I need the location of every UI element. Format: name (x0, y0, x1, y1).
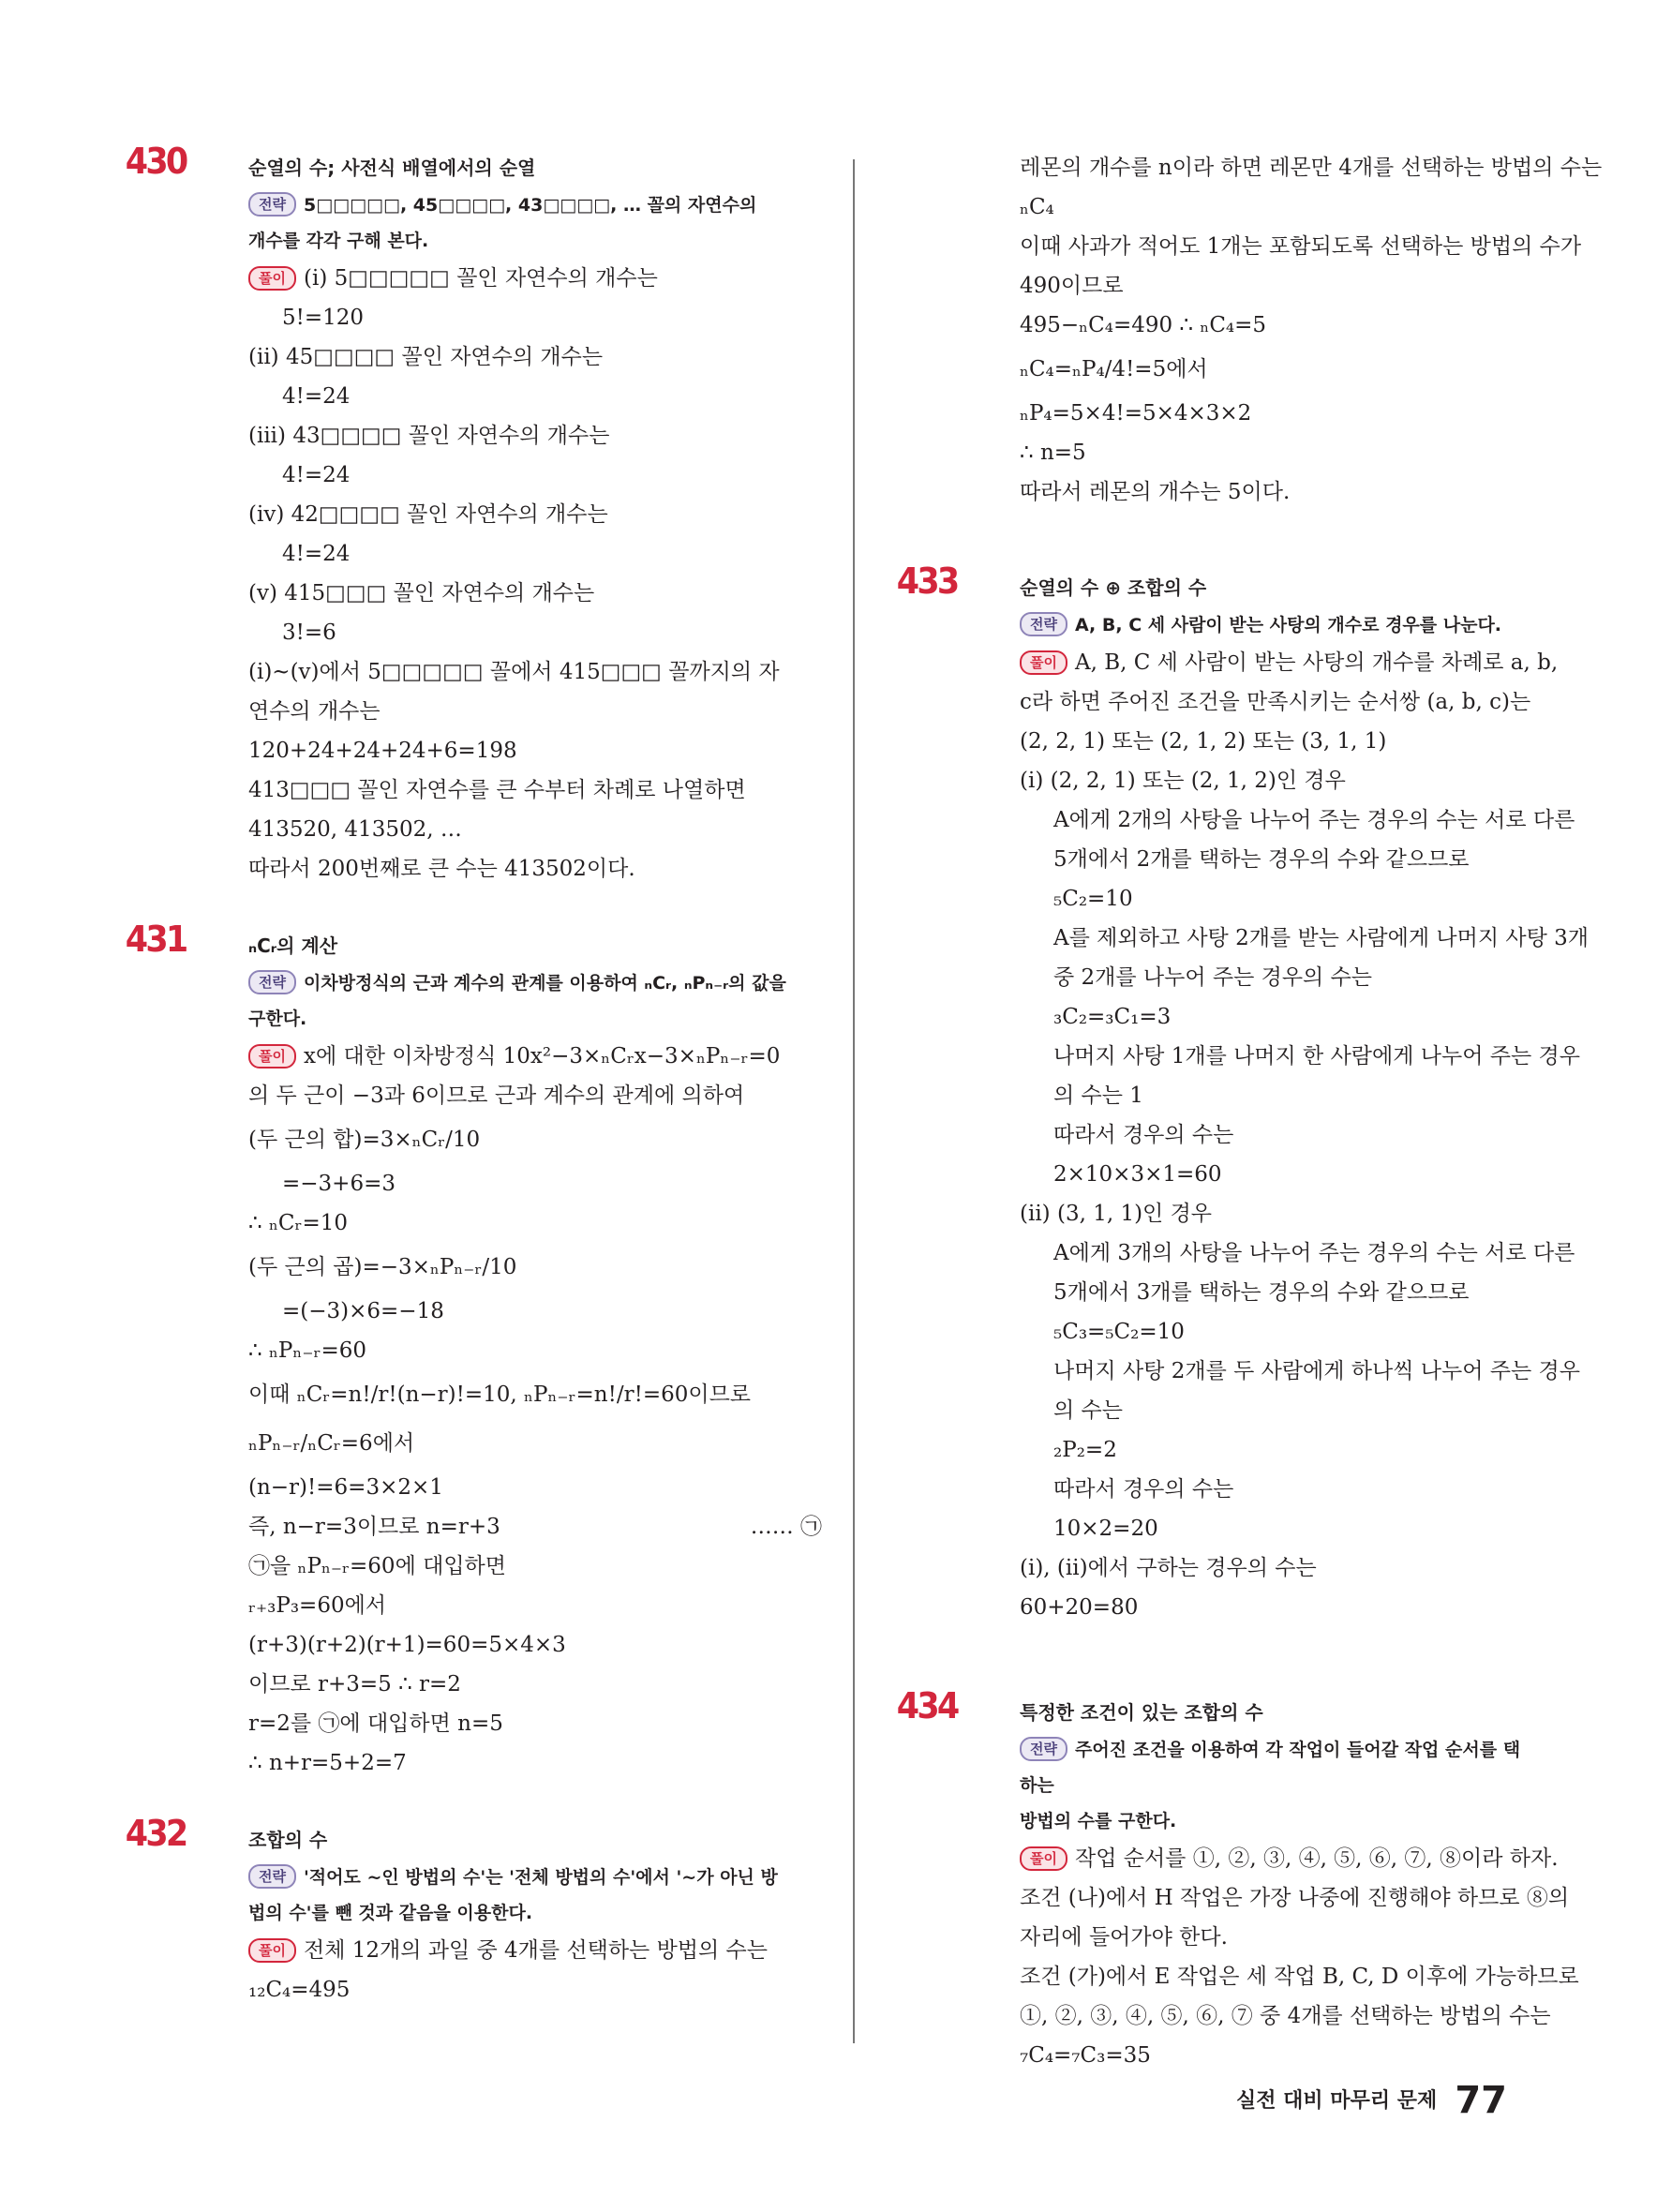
solution-text: ₙP₄=5×4!=5×4×3×2 (1020, 401, 1252, 426)
problem-title: 순열의 수; 사전식 배열에서의 순열 (248, 157, 536, 179)
solution-line (1020, 1839, 1559, 1878)
solution-text: =−3+6=3 (282, 1172, 396, 1196)
solution-line (248, 1331, 822, 1370)
solution-line (248, 1370, 822, 1419)
strategy-badge: 전략 (1020, 612, 1067, 636)
problem-block (125, 1813, 822, 2010)
solution-line (1020, 643, 1559, 682)
solution-text: (i)~(v)에서 5□□□□□ 꼴에서 415□□□ 꼴까지의 자 (248, 660, 780, 684)
solution-text: 10×2=20 (1053, 1517, 1158, 1541)
strategy-line (1020, 1803, 1537, 1839)
problem-title: ₙCᵣ의 계산 (248, 934, 338, 957)
solution-line (248, 692, 822, 731)
solution-text: ₃C₂=₃C₁=3 (1053, 1005, 1172, 1029)
solution-line (1020, 187, 1537, 227)
solution-text: ∴ ₙPₙ₋ᵣ=60 (248, 1338, 366, 1363)
solution-text: 413520, 413502, … (248, 817, 462, 842)
solution-text: ₁₂C₄=495 (248, 1978, 351, 2002)
solution-text: 의 두 근이 −3과 6이므로 근과 계수의 관계에 의하여 (248, 1084, 745, 1108)
problem-block (125, 141, 822, 889)
strategy-text: 주어진 조건을 이용하여 각 작업이 들어갈 작업 순서를 택하는 (1020, 1740, 1521, 1796)
solution-line (282, 613, 822, 652)
solution-text: ₅C₂=10 (1053, 887, 1133, 911)
solution-text: 즉, n−r=3이므로 n=r+3 (248, 1515, 500, 1539)
solution-line (248, 416, 822, 456)
solution-text: 120+24+24+24+6=198 (248, 739, 517, 763)
solution-line (1053, 1470, 1537, 1509)
solution-line (1020, 1588, 1537, 1627)
solution-line (248, 1931, 822, 1970)
solution-text: 413□□□ 꼴인 자연수를 큰 수부터 차례로 나열하면 (248, 778, 746, 802)
solution-line (1020, 394, 1537, 433)
solution-line (248, 731, 822, 770)
problem-number: 431 (125, 919, 187, 960)
solution-text: 연수의 개수는 (248, 699, 381, 724)
solution-text: (v) 415□□□ 꼴인 자연수의 개수는 (248, 581, 595, 605)
solution-text: A에게 2개의 사탕을 나누어 주는 경우의 수는 서로 다른 (1053, 808, 1575, 832)
page-number: 77 (1455, 2079, 1507, 2122)
solution-line (282, 377, 822, 416)
solution-line (1053, 800, 1575, 840)
solution-line (248, 652, 822, 692)
solution-line (248, 1115, 822, 1164)
solution-line (1053, 879, 1537, 919)
solution-text: 나머지 사탕 1개를 나머지 한 사람에게 나누어 주는 경우 (1053, 1044, 1580, 1069)
strategy-line (248, 1001, 822, 1037)
solution-text: (r+3)(r+2)(r+1)=60=5×4×3 (248, 1633, 566, 1657)
column-divider (853, 159, 855, 2043)
footer-title: 실전 대비 마무리 문제 (1235, 2089, 1438, 2113)
solution-line (248, 337, 822, 377)
solution-line (1020, 227, 1582, 266)
strategy-badge: 전략 (248, 192, 296, 217)
solution-text: 5개에서 2개를 택하는 경우의 수와 같으므로 (1053, 847, 1470, 872)
solution-line (1053, 919, 1589, 958)
solution-line (1020, 1957, 1579, 1996)
solution-text: 중 2개를 나누어 주는 경우의 수는 (1053, 965, 1373, 990)
solution-text: =(−3)×6=−18 (282, 1299, 444, 1323)
solution-line (1020, 345, 1537, 394)
solution-text: (ii) 45□□□□ 꼴인 자연수의 개수는 (248, 345, 604, 369)
strategy-text: 구한다. (248, 1009, 307, 1029)
solution-text: (n−r)!=6=3×2×1 (248, 1475, 443, 1500)
solution-text: (ii) (3, 1, 1)인 경우 (1020, 1202, 1213, 1226)
solution-line (282, 534, 822, 574)
strategy-badge: 전략 (1020, 1737, 1067, 1761)
strategy-badge: 전략 (248, 970, 296, 994)
solution-text: x에 대한 이차방정식 10x²−3×ₙCᵣx−3×ₙPₙ₋ᵣ=0 (303, 1044, 781, 1069)
solution-text: 따라서 경우의 수는 (1053, 1123, 1234, 1147)
solution-line (248, 1037, 822, 1076)
solution-text: (iv) 42□□□□ 꼴인 자연수의 개수는 (248, 502, 608, 527)
problem-title: 특정한 조건이 있는 조합의 수 (1020, 1701, 1263, 1724)
solution-text: 따라서 200번째로 큰 수는 413502이다. (248, 857, 635, 881)
solution-text: ∴ n=5 (1020, 441, 1086, 465)
solution-text: (i) 5□□□□□ 꼴인 자연수의 개수는 (303, 266, 658, 291)
strategy-line (1020, 607, 1537, 643)
solution-text: 4!=24 (282, 542, 351, 566)
solution-text: (두 근의 합)=3×ₙCᵣ/10 (248, 1128, 481, 1152)
solution-line (1020, 306, 1537, 345)
solution-line (248, 1665, 822, 1704)
solution-line (1020, 1548, 1537, 1588)
solution-line (248, 1243, 822, 1292)
solution-line (248, 1704, 822, 1743)
solution-line (248, 1203, 822, 1243)
solution-text: ₙPₙ₋ᵣ/ₙCᵣ=6에서 (248, 1431, 415, 1456)
solution-line (248, 1625, 822, 1665)
solution-text: (iii) 43□□□□ 꼴인 자연수의 개수는 (248, 424, 610, 448)
solution-line (1020, 1918, 1537, 1957)
solution-text: ₂P₂=2 (1053, 1438, 1117, 1462)
solution-text: 495−ₙC₄=490 ∴ ₙC₄=5 (1020, 313, 1267, 337)
problem-block (956, 148, 1603, 512)
solution-line (1053, 1312, 1537, 1352)
solution-line (248, 495, 822, 534)
solution-text: ∴ n+r=5+2=7 (248, 1751, 407, 1775)
solution-line (282, 298, 822, 337)
solution-text: (두 근의 곱)=−3×ₙPₙ₋ᵣ/10 (248, 1255, 517, 1279)
solution-line (1020, 148, 1603, 187)
solution-line (1020, 2036, 1537, 2075)
solution-text: 의 수는 (1053, 1398, 1123, 1423)
solution-text: ₅C₃=₅C₂=10 (1053, 1320, 1185, 1344)
solution-line (1020, 266, 1537, 306)
solution-text: ᵣ₊₃P₃=60에서 (248, 1593, 387, 1618)
solution-line (248, 1507, 822, 1547)
strategy-line (248, 965, 822, 1001)
page-footer (1236, 2079, 1507, 2122)
solution-line (248, 1586, 822, 1625)
solution-line (1020, 761, 1537, 800)
strategy-text: A, B, C 세 사람이 받는 사탕의 개수로 경우를 나눈다. (1074, 615, 1502, 635)
solution-line (248, 1970, 822, 2010)
solution-text: 조건 (가)에서 E 작업은 세 작업 B, C, D 이후에 가능하므로 (1020, 1965, 1579, 1989)
right-column (896, 148, 1603, 2116)
solution-text: A, B, C 세 사람이 받는 사탕의 개수를 차례로 a, b, (1074, 650, 1559, 675)
solution-line (248, 1547, 822, 1586)
solution-text: 3!=6 (282, 620, 336, 645)
solution-text: ₙC₄=ₙP₄/4!=5에서 (1020, 357, 1208, 381)
problem-block (896, 1685, 1579, 2075)
solution-line (282, 1292, 822, 1331)
solution-line (248, 849, 822, 889)
solution-line (282, 456, 822, 495)
solution-text: 의 수는 1 (1053, 1084, 1143, 1108)
problem-number: 434 (896, 1685, 958, 1726)
solution-line (1053, 1076, 1537, 1115)
solution-line (1053, 958, 1537, 997)
solution-text: 490이므로 (1020, 274, 1124, 298)
solution-text: 5!=120 (282, 306, 365, 330)
strategy-line (1020, 1732, 1537, 1803)
solution-text: 작업 순서를 ①, ②, ③, ④, ⑤, ⑥, ⑦, ⑧이라 하자. (1074, 1846, 1559, 1871)
solution-line (282, 1164, 822, 1203)
strategy-badge: 전략 (248, 1864, 296, 1889)
solution-text: 레몬의 개수를 n이라 하면 레몬만 4개를 선택하는 방법의 수는 (1020, 156, 1603, 180)
solution-line (248, 1419, 822, 1468)
solution-text: ①, ②, ③, ④, ⑤, ⑥, ⑦ 중 4개를 선택하는 방법의 수는 (1020, 2004, 1551, 2028)
strategy-text: 개수를 각각 구해 본다. (248, 231, 429, 251)
solution-text: (i) (2, 2, 1) 또는 (2, 1, 2)인 경우 (1020, 769, 1346, 793)
solution-line (1053, 1430, 1537, 1470)
strategy-line (248, 1860, 822, 1895)
solution-line (248, 770, 822, 810)
solution-text: 이때 ₙCᵣ=n!/r!(n−r)!=10, ₙPₙ₋ᵣ=n!/r!=60이므로 (248, 1382, 752, 1407)
solution-text: (2, 2, 1) 또는 (2, 1, 2) 또는 (3, 1, 1) (1020, 729, 1387, 754)
solution-line (1053, 840, 1537, 879)
solution-line (1020, 722, 1537, 761)
solution-text: 조건 (나)에서 H 작업은 가장 나중에 진행해야 하므로 ⑧의 (1020, 1886, 1570, 1910)
problem-title: 순열의 수 ⊕ 조합의 수 (1020, 576, 1207, 599)
solution-line (248, 1743, 822, 1783)
problem-number: 430 (125, 141, 187, 182)
solution-line (1020, 1194, 1537, 1233)
solution-badge: 풀이 (248, 266, 296, 291)
strategy-text: 법의 수'를 뺀 것과 같음을 이용한다. (248, 1903, 533, 1923)
solution-badge: 풀이 (1020, 1846, 1067, 1871)
solution-text: 이므로 r+3=5 ∴ r=2 (248, 1672, 461, 1696)
solution-badge: 풀이 (248, 1044, 296, 1069)
solution-line (1020, 1878, 1570, 1918)
solution-text: 4!=24 (282, 384, 351, 409)
solution-badge: 풀이 (1020, 650, 1067, 675)
problem-number: 433 (896, 560, 958, 602)
solution-text: 따라서 경우의 수는 (1053, 1477, 1234, 1502)
solution-text: 4!=24 (282, 463, 351, 487)
problem-number: 432 (125, 1813, 187, 1854)
solution-text: ₇C₄=₇C₃=35 (1020, 2043, 1151, 2068)
strategy-text: '적어도 ~인 방법의 수'는 '전체 방법의 수'에서 '~가 아닌 방 (303, 1867, 778, 1888)
strategy-text: 이차방정식의 근과 계수의 관계를 이용하여 ₙCᵣ, ₙPₙ₋ᵣ의 값을 (303, 973, 786, 994)
solution-text: 60+20=80 (1020, 1595, 1139, 1620)
solution-line (248, 574, 822, 613)
solution-text: 따라서 레몬의 개수는 5이다. (1020, 480, 1291, 504)
solution-text: 5개에서 3개를 택하는 경우의 수와 같으므로 (1053, 1280, 1470, 1305)
solution-line (1053, 1509, 1537, 1548)
solution-text: r=2를 ㉠에 대입하면 n=5 (248, 1711, 503, 1736)
solution-text: ㉠을 ₙPₙ₋ᵣ=60에 대입하면 (248, 1554, 506, 1578)
solution-line (1020, 1996, 1551, 2036)
problem-title: 조합의 수 (248, 1829, 328, 1851)
solution-line (1053, 1037, 1580, 1076)
solution-line (1053, 1391, 1537, 1430)
strategy-line (248, 1895, 822, 1931)
solution-text: ₙC₄ (1020, 195, 1054, 219)
solution-text: 자리에 들어가야 한다. (1020, 1925, 1228, 1950)
problem-block (125, 919, 822, 1783)
strategy-text: 방법의 수를 구한다. (1020, 1811, 1177, 1831)
solution-line (1020, 472, 1537, 512)
solution-text: (i), (ii)에서 구하는 경우의 수는 (1020, 1556, 1317, 1580)
solution-line (248, 810, 822, 849)
solution-line (1053, 997, 1537, 1037)
solution-line (1053, 1233, 1575, 1273)
solution-text: ∴ ₙCᵣ=10 (248, 1211, 349, 1235)
solution-line (248, 1076, 822, 1115)
strategy-line (248, 187, 822, 223)
problem-block (896, 560, 1589, 1627)
solution-line (1053, 1273, 1537, 1312)
solution-line (248, 259, 822, 298)
solution-text: A를 제외하고 사탕 2개를 받는 사람에게 나머지 사탕 3개 (1053, 926, 1589, 950)
solution-line (1020, 682, 1537, 722)
solution-line (1053, 1352, 1580, 1391)
solution-text: c라 하면 주어진 조건을 만족시키는 순서쌍 (a, b, c)는 (1020, 690, 1531, 714)
solution-text: 2×10×3×1=60 (1053, 1162, 1222, 1187)
solution-line (1053, 1115, 1537, 1155)
strategy-text: 5□□□□□, 45□□□□, 43□□□□, … 꼴의 자연수의 (303, 195, 757, 216)
solution-text: 이때 사과가 적어도 1개는 포함되도록 선택하는 방법의 수가 (1020, 234, 1582, 259)
solution-line (248, 1468, 822, 1507)
equation-marker: …… ㉠ (750, 1515, 822, 1539)
solution-line (1020, 433, 1537, 472)
solution-text: 나머지 사탕 2개를 두 사람에게 하나씩 나누어 주는 경우 (1053, 1359, 1580, 1383)
solution-text: 전체 12개의 과일 중 4개를 선택하는 방법의 수는 (303, 1938, 768, 1963)
solution-line (1053, 1155, 1537, 1194)
solution-badge: 풀이 (248, 1938, 296, 1963)
strategy-line (248, 223, 822, 259)
left-column (125, 141, 822, 2051)
solution-text: A에게 3개의 사탕을 나누어 주는 경우의 수는 서로 다른 (1053, 1241, 1575, 1265)
